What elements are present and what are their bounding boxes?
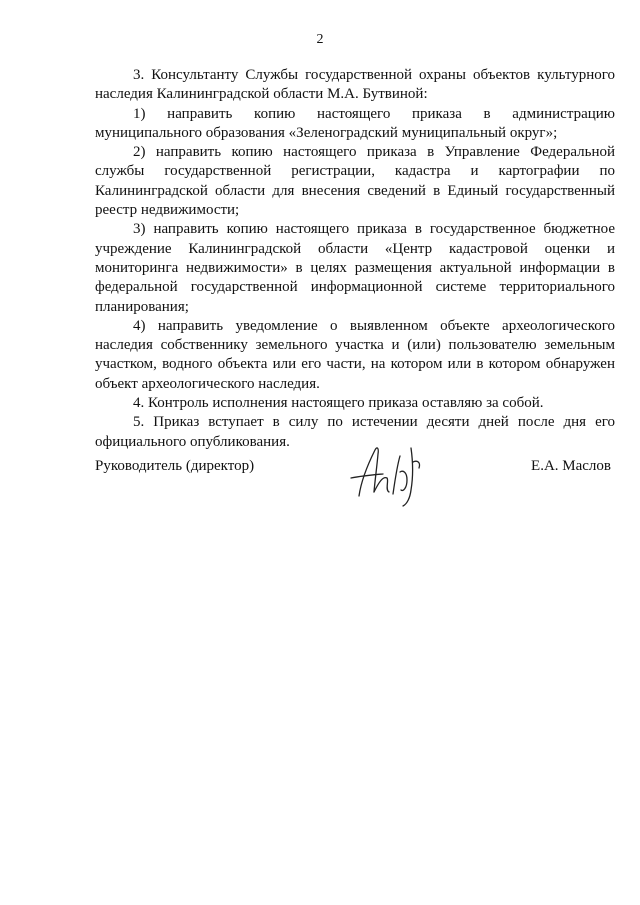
subitem-3: 3) направить копию настоящего приказа в государственное бюджетное учреждение Калининградской области «Центр кадастровой оценки и мониторинга недвижимости» в целях размещения актуальной информации в федеральной государственной информационной системе территориального планирования;: [95, 221, 615, 315]
paragraph-item-5: 5. Приказ вступает в силу по истечении десяти дней после дня его официального опубликования.: [95, 414, 615, 450]
subitem-1: 1) направить копию настоящего приказа в администрацию муниципального образования «Зеленоградский муниципальный округ»;: [95, 105, 615, 141]
subitem-4: 4) направить уведомление о выявленном объекте археологического наследия собственнику земельного участка и (или) пользователю земельным участком, водного объекта или его части, на котором или в котором обнаружен объект археологического наследия.: [95, 317, 615, 392]
document-body: [95, 66, 615, 452]
signature-block: [95, 458, 615, 518]
page-number: 2: [316, 32, 324, 47]
handwritten-signature: [337, 432, 437, 512]
signer-name: Е.А. Маслов: [531, 458, 611, 474]
signer-title: Руководитель (директор): [95, 458, 255, 474]
paragraph-item-4: 4. Контроль исполнения настоящего приказа оставляю за собой.: [133, 395, 544, 412]
subitem-2: 2) направить копию настоящего приказа в Управление Федеральной службы государственной регистрации, кадастра и картографии по Калининградской области для внесения сведений в Единый государственный реестр недвижимости;: [95, 144, 615, 219]
paragraph-item-3: 3. Консультанту Службы государственной охраны объектов культурного наследия Калининградской области М.А. Бутвиной:: [95, 67, 615, 103]
